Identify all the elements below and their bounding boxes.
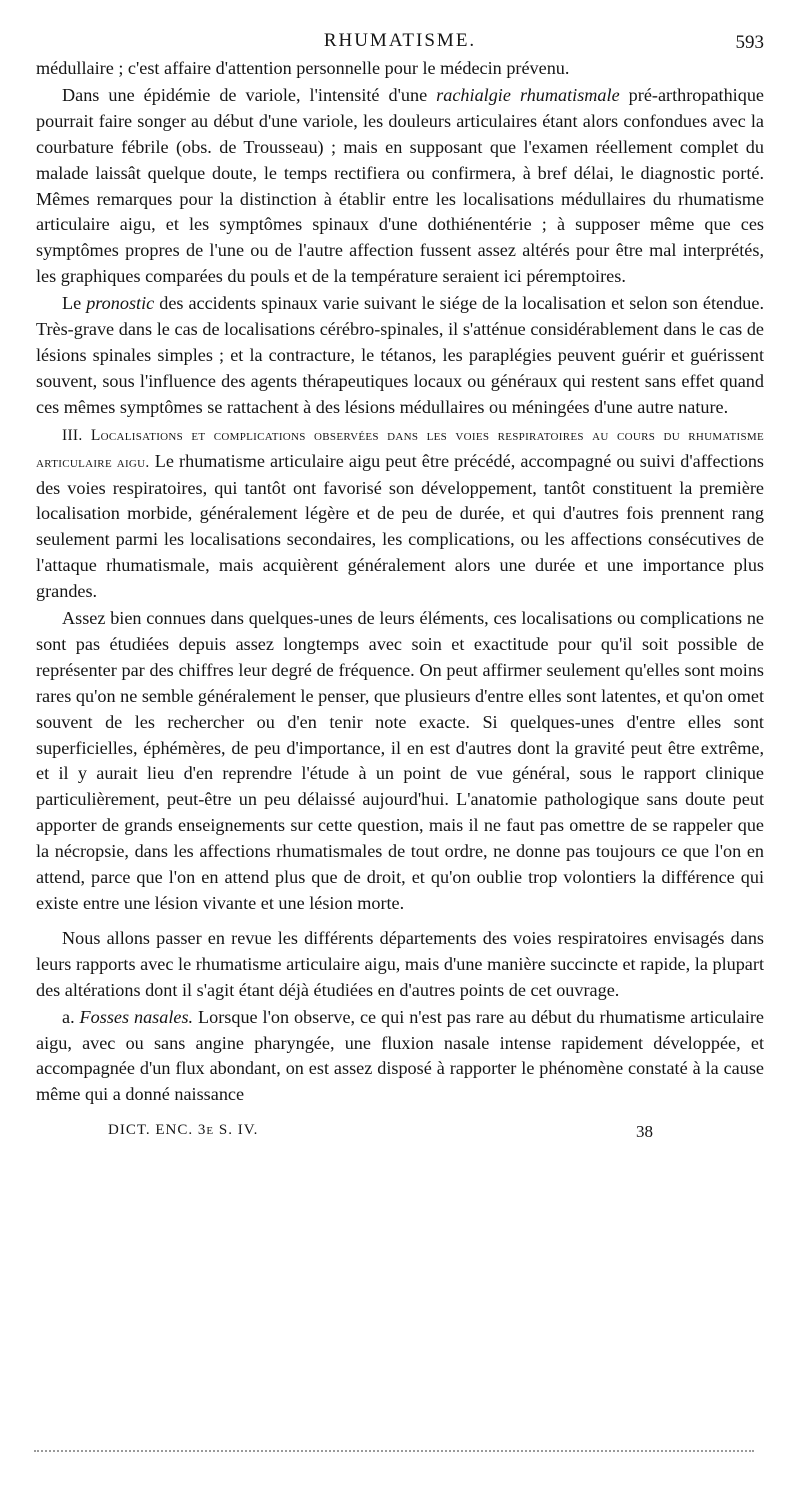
paragraph-text: médullaire ; c'est affaire d'attention personnelle pour le médecin prévenu. — [36, 58, 570, 78]
book-page — [36, 26, 764, 1144]
page-header — [36, 26, 764, 56]
running-title: RHUMATISME. — [323, 30, 477, 51]
signature-mark: DICT. ENC. 3e S. IV. — [108, 1122, 259, 1139]
paragraph-text: Dans une épidémie de variole, l'intensité d'une — [62, 84, 437, 105]
paragraph-text: des accidents spinaux varie suivant le siége de la localisation et selon son étendue. Très-grave dans le cas de localisations cérébro-spinales, il s'atténue considérablement dans le cas de lésions spinales simples ; et la contracture, le tétanos, les paraplégies peuvent guérir et guérissent souvent, sous l'influence des agents thérapeutiques locaux ou généraux qui restent sans effet quand ces mêmes symptômes se rattachent à des lésions médullaires ou méningées d'une autre nature. — [36, 293, 764, 417]
page-number: 593 — [735, 32, 764, 53]
subsection-heading: Fosses nasales. — [79, 1006, 194, 1027]
paragraph-section-three — [36, 422, 764, 605]
paragraph-differential-diagnosis — [36, 83, 764, 290]
paragraph-text: Assez bien connues dans quelques-unes de leurs éléments, ces localisations ou complications ne sont pas étudiées depuis assez longtemps avec soin et exactitude pour qu'il soit possible de représenter par des chiffres leur degré de fréquence. On peut affirmer seulement qu'elles sont moins rares qu'on ne semble généralement le penser, que plusieurs d'entre elles sont latentes, et qu'on omet souvent de les rechercher ou d'en tenir note exacte. Si quelques-unes d'entre elles sont superficielles, éphémères, de peu d'importance, il en est d'autres dont la gravité peut être extrême, et il y aurait lieu d'en reprendre l'étude à un point de vue général, sous le rapport clinique particulièrement, peut-être un peu délaissé aujourd'hui. L'anatomie pathologique sans doute peut apporter de grands enseignements sur cette question, mais il ne faut pas omettre de se rappeler que la nécropsie, dans les affections rhumatismales de tout ordre, ne donne pas toujours ce que l'on en attend, parce que l'on en attend plus que de droit, et qu'on oublie trop volontiers la différence qui existe entre une lésion vivante et une lésion morte. — [36, 608, 764, 913]
section-heading: III. Localisations et complications observées dans les voies respiratoires au cours du rhumatisme articulaire aigu. — [36, 426, 764, 471]
emphasis-term: pronostic — [86, 293, 155, 314]
paragraph-text: a. — [62, 1006, 80, 1027]
paragraph-text: Nous allons passer en revue les différents départements des voies respiratoires envisagés dans leurs rapports avec le rhumatisme articulaire aigu, mais d'une manière succincte et rapide, la plupart des altérations dont il s'agit étant déjà étudiées en d'autres points de cet ouvrage. — [36, 927, 764, 1000]
page-footer — [36, 1118, 764, 1144]
paragraph-text: pré-arthropathique pourrait faire songer au début d'une variole, les douleurs articulaires étant alors confondues avec la courbature fébrile (obs. de Trousseau) ; mais en supposant que l'examen réellement complet du malade laissât quelque doute, le temps rectifiera ou confirmera, à bref délai, le diagnostic porté. Mêmes remarques pour la distinction à établir entre les localisations médullaires du rhumatisme articulaire aigu, et les symptômes spinaux d'une dothiénentérie ; à supposer même que ces symptômes propres de l'une ou de l'autre affection fussent assez altérés pour être mal interprétés, les graphiques comparées du pouls et de la température seraient ici péremptoires. — [36, 84, 764, 287]
paragraph-text: Le rhumatisme articulaire aigu peut être précédé, accompagné ou suivi d'affections des voies respiratoires, qui tantôt ont favorisé son développement, tantôt constituent la première localisation morbide, généralement légère et de peu de durée, et qui d'autres fois prennent rang seulement parmi les localisations secondaires, les complications, ou les affections consécutives de l'attaque rhumatismale, mais acquièrent généralement alors une durée et une importance plus grandes. — [36, 450, 764, 602]
sheet-number: 38 — [636, 1122, 653, 1142]
paragraph-prognosis — [36, 291, 764, 421]
emphasis-term: rachialgie rhumatismale — [436, 84, 620, 105]
paragraph-nasal-fossae — [36, 1005, 764, 1109]
page-body — [36, 56, 764, 1108]
paragraph-text: Le — [62, 293, 87, 314]
paragraph-continuation — [36, 56, 764, 82]
scan-artifact-dotted-line — [34, 1450, 754, 1452]
paragraph-frequency — [36, 606, 764, 917]
paragraph-overview — [36, 926, 764, 1004]
paragraph-text: Lorsque l'on observe, ce qui n'est pas rare au début du rhumatisme articulaire aigu, avec ou sans angine pharyngée, une fluxion nasale intense rapidement développée, et accompagnée d'un flux abondant, on est assez disposé à rapporter le phénomène constaté à la cause même qui a donné naissance — [36, 1006, 765, 1105]
